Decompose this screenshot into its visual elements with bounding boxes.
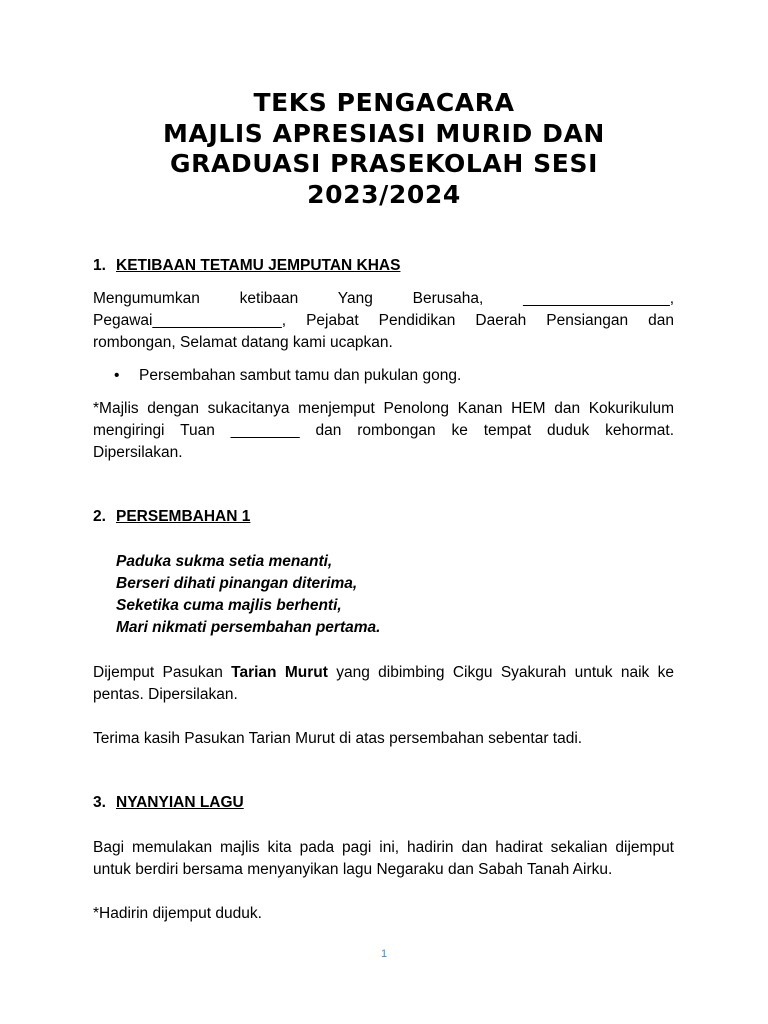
poem-line: Seketika cuma majlis berhenti, <box>116 597 342 614</box>
invite-performer: Tarian Murut <box>231 664 328 681</box>
section-2-title: PERSEMBAHAN 1 <box>116 508 251 525</box>
section-3-title: NYANYIAN LAGU <box>116 794 244 811</box>
section-2-poem <box>116 551 674 639</box>
section-3-number: 3. <box>93 794 106 811</box>
invite-text-after: yang dibimbing Cikgu Syakurah untuk naik ke pentas. Dipersilakan. <box>93 664 675 703</box>
section-1-heading <box>93 255 674 277</box>
title-line-3: GRADUASI PRASEKOLAH SESI <box>170 149 598 178</box>
section-2-heading <box>93 506 674 528</box>
section-1-paragraph: Mengumumkan ketibaan Yang Berusaha, _________________, Pegawai_______________, Pejabat Pendidikan Daerah Pensiangan dan rombongan, Selamat datang kami ucapkan. <box>93 290 674 351</box>
poem-line: Mari nikmati persembahan pertama. <box>116 619 381 636</box>
page-number: 1 <box>380 948 388 960</box>
section-1-bullet <box>93 365 674 387</box>
title-line-4: 2023/2024 <box>307 179 461 209</box>
section-3-paragraph: Bagi memulakan majlis kita pada pagi ini, hadirin dan hadirat sekalian dijemput untuk berdiri bersama menyanyikan lagu Negaraku dan Sabah Tanah Airku. <box>93 839 674 878</box>
poem-line: Berseri dihati pinangan diterima, <box>116 575 358 592</box>
poem-line: Paduka sukma setia menanti, <box>116 553 333 570</box>
document-body <box>93 255 674 925</box>
bullet-icon: • <box>114 367 120 384</box>
section-1-note: *Majlis dengan sukacitanya menjemput Penolong Kanan HEM dan Kokurikulum mengiringi Tuan ________ dan rombongan ke tempat duduk kehormat. Dipersilakan. <box>93 400 674 461</box>
section-1-bullet-text: Persembahan sambut tamu dan pukulan gong. <box>139 367 462 384</box>
section-1-title: KETIBAAN TETAMU JEMPUTAN KHAS <box>116 257 401 274</box>
section-2-number: 2. <box>93 508 106 525</box>
invite-text-before: Dijemput Pasukan <box>93 664 232 681</box>
section-3-heading <box>93 792 674 814</box>
section-2-invitation <box>93 662 674 706</box>
section-3-note: *Hadirin dijemput duduk. <box>93 905 262 922</box>
document-title <box>0 88 768 210</box>
section-2-thanks: Terima kasih Pasukan Tarian Murut di atas persembahan sebentar tadi. <box>93 730 583 747</box>
section-1-number: 1. <box>93 257 106 274</box>
title-line-1: TEKS PENGACARA <box>253 88 515 117</box>
title-line-2: MAJLIS APRESIASI MURID DAN <box>163 118 605 148</box>
